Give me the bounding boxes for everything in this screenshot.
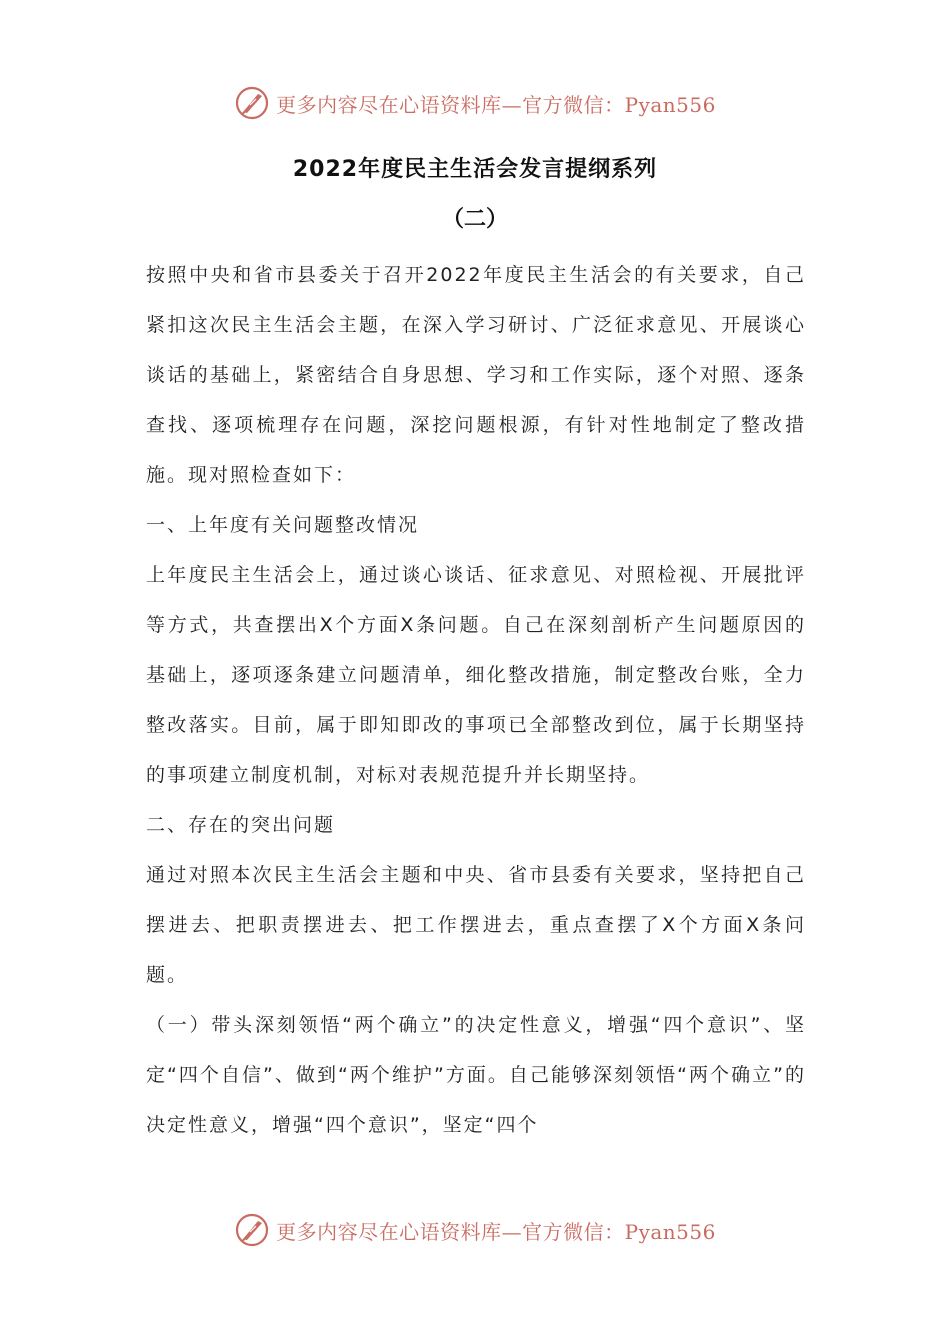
- watermark-text: 更多内容尽在心语资料库—官方微信：Pyan556: [276, 92, 716, 117]
- intro-paragraph: 按照中央和省市县委关于召开2022年度民主生活会的有关要求，自己紧扣这次民主生活会主题，在深入学习研讨、广泛征求意见、开展谈心谈话的基础上，紧密结合自身思想、学习和工作实际，逐个对照、逐条查找、逐项梳理存在问题，深挖问题根源，有针对性地制定了整改措施。现对照检查如下：: [146, 264, 806, 486]
- watermark-text: 更多内容尽在心语资料库—官方微信：Pyan556: [276, 1219, 716, 1244]
- document-subtitle: （二）: [441, 207, 508, 232]
- section-2-item-1-paragraph: （一）带头深刻领悟“两个确立”的决定性意义，增强“四个意识”、坚定“四个自信”、做到“两个维护”方面。自己能够深刻领悟“两个确立”的决定性意义，增强“四个意识”，坚定“四个: [146, 1014, 806, 1136]
- section-1-paragraph: 上年度民主生活会上，通过谈心谈话、征求意见、对照检视、开展批评等方式，共查摆出X个方面X条问题。自己在深刻剖析产生问题原因的基础上，逐项逐条建立问题清单，细化整改措施，制定整改台账，全力整改落实。目前，属于即知即改的事项已全部整改到位，属于长期坚持的事项建立制度机制，对标对表规范提升并长期坚持。: [146, 564, 806, 786]
- document-body: [146, 250, 806, 1150]
- quill-logo-icon: [234, 85, 270, 121]
- document-title: 2022年度民主生活会发言提纲系列: [292, 157, 658, 182]
- section-2-paragraph: 通过对照本次民主生活会主题和中央、省市县委有关要求，坚持把自己摆进去、把职责摆进去、把工作摆进去，重点查摆了X个方面X条问题。: [146, 864, 806, 986]
- section-1-heading: 一、上年度有关问题整改情况: [146, 514, 420, 536]
- section-2-heading: 二、存在的突出问题: [146, 814, 336, 836]
- watermark-banner-bottom: [0, 1210, 950, 1250]
- watermark-banner-top: [0, 83, 950, 123]
- quill-logo-icon: [234, 1212, 270, 1248]
